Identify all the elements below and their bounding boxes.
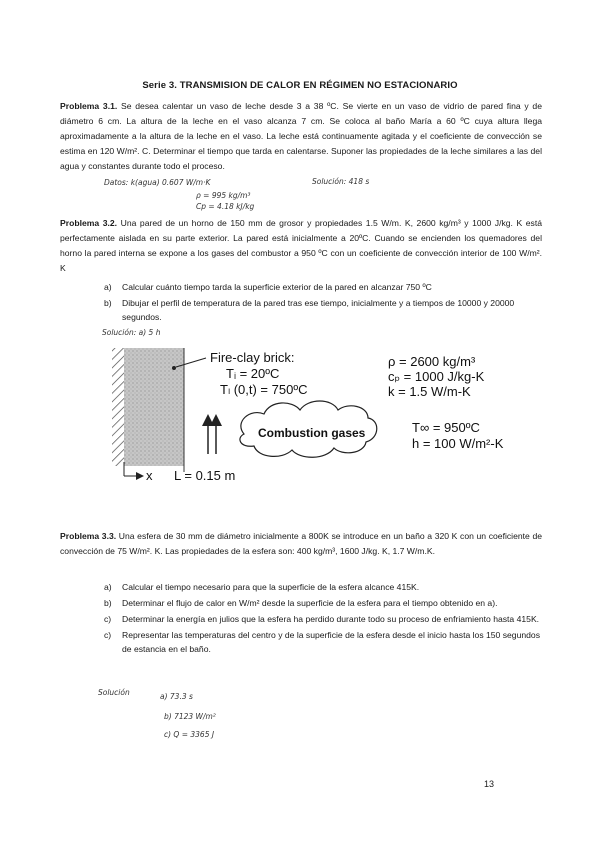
brick-wall xyxy=(124,348,184,466)
page-number: 13 xyxy=(484,779,495,789)
handwritten-solution-label: Solución xyxy=(98,688,130,697)
handwritten-solution-3-1: Solución: 418 s xyxy=(312,177,370,186)
cp-value: cₚ = 1000 J/kg-K xyxy=(388,369,485,384)
list-marker: c) xyxy=(104,630,112,640)
list-text: Dibujar el perfil de temperatura de la pared tras ese tiempo, inicialmente y a tiempos de 10000 y 20000 segundos. xyxy=(122,298,515,322)
surface-temperature: Tₗ (0,t) = 750ºC xyxy=(220,382,308,397)
list-item xyxy=(104,596,542,610)
list-item xyxy=(104,612,542,626)
handwritten-cp: Cp = 4.18 kJ/kg xyxy=(196,202,255,211)
furnace-wall-figure xyxy=(112,342,532,482)
problem-3-1 xyxy=(60,99,542,174)
list-marker: a) xyxy=(104,582,112,592)
problem-3-2-label: Problema 3.2. xyxy=(60,218,118,228)
problem-3-3-text: Una esfera de 30 mm de diámetro inicialmente a 800K se introduce en un baño a 320 K con un coeficiente de convección de 75 W/m². K. Las propiedades de la esfera son: 400 kg/m³, 1600 J/kg. K, 1.7 W/m.K. xyxy=(60,531,543,556)
list-marker: a) xyxy=(104,282,112,292)
list-text: Representar las temperaturas del centro y de la superficie de la esfera desde el inicio hasta los 150 segundos de estancia en el baño. xyxy=(122,630,540,654)
handwritten-answer-a: a) 73.3 s xyxy=(160,692,193,701)
problem-3-3-label: Problema 3.3. xyxy=(60,531,117,541)
combustion-gases-label: Combustion gases xyxy=(258,426,366,440)
problem-3-2 xyxy=(60,216,542,276)
problem-3-3-list xyxy=(104,580,542,658)
x-axis-label: x xyxy=(146,468,153,483)
list-item xyxy=(104,280,542,294)
density-value: ρ = 2600 kg/m³ xyxy=(388,354,476,369)
k-value: k = 1.5 W/m-K xyxy=(388,384,471,399)
list-marker: c) xyxy=(104,614,112,624)
list-item xyxy=(104,580,542,594)
list-text: Calcular el tiempo necesario para que la superficie de la esfera alcance 415K. xyxy=(122,582,420,592)
wall-material-label: Fire-clay brick: xyxy=(210,350,295,365)
gas-temperature: T∞ = 950ºC xyxy=(412,420,480,435)
problem-3-1-text: Se desea calentar un vaso de leche desde 3 a 38 ºC. Se vierte en un vaso de vidrio de pared fina y de diámetro 6 cm. La altura de la leche en el vaso alcanza 7 cm. Se coloca al baño María a 60 ºC cuya altura llega aproximadamente a la altura de la leche en el vaso. La leche está continuamente agitada y el coeficiente de convección se estima en 120 W/m². C. Determinar el tiempo que tarda en calentarse. Suponer las propiedades de la leche similares a las del agua y constantes durante todo el proceso. xyxy=(60,101,542,171)
convection-coefficient: h = 100 W/m²-K xyxy=(412,436,504,451)
initial-temperature: Tᵢ = 20ºC xyxy=(226,366,280,381)
handwritten-properties: Datos: k(agua) 0.607 W/m·K xyxy=(104,178,211,187)
insulation-hatch xyxy=(112,348,124,466)
problem-3-1-label: Problema 3.1. xyxy=(60,101,118,111)
callout-dot xyxy=(172,366,176,370)
handwritten-density: ρ = 995 kg/m³ xyxy=(196,191,251,200)
handwritten-solution-3-2: Solución: a) 5 h xyxy=(102,328,161,337)
list-item xyxy=(104,628,542,656)
list-text: Calcular cuánto tiempo tarda la superficie exterior de la pared en alcanzar 750 ºC xyxy=(122,282,432,292)
problem-3-3 xyxy=(60,529,542,559)
list-text: Determinar el flujo de calor en W/m² desde la superficie de la esfera para el tiempo obtenido en a). xyxy=(122,598,498,608)
handwritten-answer-b: b) 7123 W/m² xyxy=(164,712,216,721)
series-title: Serie 3. TRANSMISION DE CALOR EN RÉGIMEN NO ESTACIONARIO xyxy=(142,80,458,91)
list-text: Determinar la energía en julios que la esfera ha perdido durante todo su proceso de enfriamiento hasta 415K. xyxy=(122,614,540,624)
list-marker: b) xyxy=(104,298,112,308)
wall-thickness: L = 0.15 m xyxy=(174,468,236,483)
list-item xyxy=(104,296,542,324)
problem-3-2-list xyxy=(104,280,542,326)
list-marker: b) xyxy=(104,598,112,608)
problem-3-2-text: Una pared de un horno de 150 mm de grosor y propiedades 1.5 W/m. K, 2600 kg/m³ y 1000 J/kg. K está perfectamente aislada en su parte exterior. La pared está inicialmente a 20ºC. Cuando se encienden los quemadores del horno la pared interna se expone a los gases del combustor a 950 ºC con un coeficiente de convección interior de 100 W/m². K xyxy=(60,218,543,273)
handwritten-answer-c: c) Q = 3365 J xyxy=(164,730,215,739)
